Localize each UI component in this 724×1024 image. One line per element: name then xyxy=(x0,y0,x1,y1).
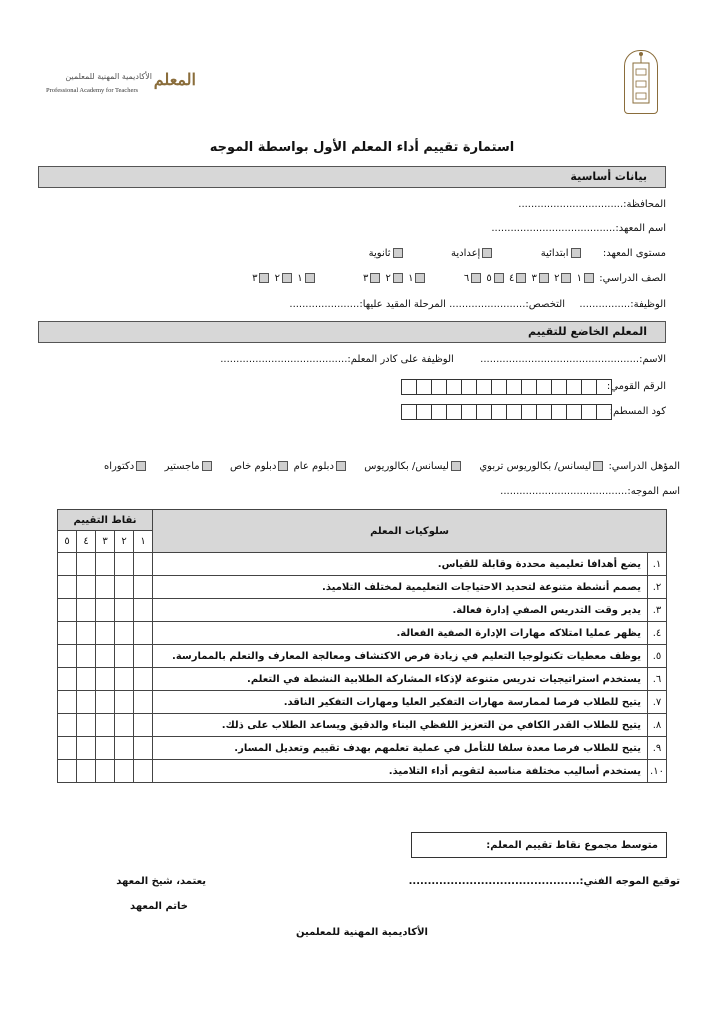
job-field[interactable]: الوظيفة:................ xyxy=(579,299,666,310)
score-cell[interactable] xyxy=(58,714,77,737)
academy-logo xyxy=(46,70,196,100)
score-header: ٢ xyxy=(115,531,134,553)
score-cell[interactable] xyxy=(96,576,115,599)
grade-p2: ٢ xyxy=(554,273,560,284)
grade-checkbox[interactable] xyxy=(305,273,315,283)
score-cell[interactable] xyxy=(77,576,96,599)
score-cell[interactable] xyxy=(77,622,96,645)
grade-s2: ٢ xyxy=(274,273,281,284)
grade-checkbox[interactable] xyxy=(415,273,425,283)
grade-checkbox[interactable] xyxy=(539,273,549,283)
row-number: ٩. xyxy=(648,737,667,760)
row-number: ٧. xyxy=(648,691,667,714)
grade-checkbox[interactable] xyxy=(494,273,504,283)
teacher-name-row xyxy=(220,354,666,365)
score-cell[interactable] xyxy=(96,599,115,622)
score-cell[interactable] xyxy=(96,553,115,576)
level-checkbox-secondary[interactable] xyxy=(393,248,403,258)
row-behavior: يستخدم أساليب مختلفة مناسبة لتقويم أداء التلاميذ. xyxy=(153,760,648,783)
row-behavior: يصمم أنشطة متنوعة لتحديد الاحتياجات التعليمية لمختلف التلاميذ. xyxy=(153,576,648,599)
score-cell[interactable] xyxy=(77,714,96,737)
qual-label: المؤهل الدراسي: xyxy=(608,461,680,472)
row-number: ٥. xyxy=(648,645,667,668)
score-cell[interactable] xyxy=(134,668,153,691)
supervisor-name-field[interactable]: اسم الموجه:........................................ xyxy=(500,486,680,497)
grade-m3: ٣ xyxy=(362,273,369,284)
row-number: ٢. xyxy=(648,576,667,599)
qual-checkbox[interactable] xyxy=(202,461,212,471)
table-row xyxy=(58,622,667,645)
score-cell[interactable] xyxy=(77,645,96,668)
row-number: ٤. xyxy=(648,622,667,645)
score-cell[interactable] xyxy=(115,760,134,783)
grade-p3: ٣ xyxy=(531,273,537,284)
table-row xyxy=(58,576,667,599)
level-prep: إعدادية xyxy=(450,248,481,259)
grade-checkbox[interactable] xyxy=(259,273,269,283)
score-cell[interactable] xyxy=(115,645,134,668)
row-number: ١. xyxy=(648,553,667,576)
score-cell[interactable] xyxy=(96,668,115,691)
grade-row xyxy=(252,273,666,284)
row-behavior: يستخدم استراتيجيات تدريس متنوعة لإذكاء المشاركة الطلابية النشطة في التعلم. xyxy=(153,668,648,691)
grade-label: الصف الدراسي: xyxy=(599,273,666,284)
section-basic-heading: بيانات أساسية xyxy=(570,170,647,183)
national-id-label: الرقم القومي: xyxy=(606,381,666,392)
score-cell[interactable] xyxy=(58,691,77,714)
grade-checkbox[interactable] xyxy=(282,273,292,283)
academy-name-en: Professional Academy for Teachers xyxy=(46,87,139,94)
row-behavior: يدير وقت التدريس الصفي إدارة فعالة. xyxy=(153,599,648,622)
score-cell[interactable] xyxy=(134,714,153,737)
score-cell[interactable] xyxy=(134,622,153,645)
grade-s3: ٣ xyxy=(252,273,258,284)
national-id-boxes[interactable] xyxy=(402,379,612,395)
row-number: ٨. xyxy=(648,714,667,737)
score-cell[interactable] xyxy=(77,553,96,576)
score-header: ٥ xyxy=(58,531,77,553)
average-box[interactable] xyxy=(411,832,667,858)
azhar-emblem-icon xyxy=(624,50,658,114)
table-row xyxy=(58,645,667,668)
evaluation-table xyxy=(57,509,667,783)
score-header: ١ xyxy=(134,531,153,553)
grade-checkbox[interactable] xyxy=(393,273,403,283)
teacher-name-field[interactable]: الاسم:.................................................. xyxy=(480,354,666,365)
academy-logo-mark: المعلم xyxy=(153,70,196,89)
score-cell[interactable] xyxy=(134,576,153,599)
score-cell[interactable] xyxy=(96,760,115,783)
grade-checkbox[interactable] xyxy=(561,273,571,283)
score-cell[interactable] xyxy=(77,668,96,691)
score-cell[interactable] xyxy=(115,622,134,645)
table-row xyxy=(58,599,667,622)
level-checkbox-prep[interactable] xyxy=(482,248,492,258)
score-cell[interactable] xyxy=(96,645,115,668)
score-cell[interactable] xyxy=(58,553,77,576)
row-number: ٣. xyxy=(648,599,667,622)
institute-field[interactable]: اسم المعهد:....................................... xyxy=(491,223,666,234)
score-cell[interactable] xyxy=(115,553,134,576)
code-boxes[interactable] xyxy=(402,404,612,420)
level-label: مستوى المعهد: xyxy=(602,248,666,259)
score-cell[interactable] xyxy=(77,760,96,783)
table-row xyxy=(58,714,667,737)
score-cell[interactable] xyxy=(96,622,115,645)
supervisor-signature[interactable]: توقيع الموجه الفني:............................................. xyxy=(408,876,680,887)
section-teacher xyxy=(38,321,666,343)
level-primary: ابتدائية xyxy=(540,248,569,259)
row-behavior: يضع أهدافا تعليمية محددة وقابلة للقياس. xyxy=(153,553,648,576)
score-cell[interactable] xyxy=(115,576,134,599)
score-cell[interactable] xyxy=(134,553,153,576)
grade-checkbox[interactable] xyxy=(471,273,481,283)
row-behavior: يظهر عمليا امتلاكه مهارات الإدارة الصفية الفعالة. xyxy=(153,622,648,645)
grade-m1: ١ xyxy=(408,273,414,284)
qual-1: ليسانس/ بكالوريوس xyxy=(364,461,449,472)
qual-3: دبلوم خاص xyxy=(230,461,277,472)
qual-2: دبلوم عام xyxy=(293,461,334,472)
table-row xyxy=(58,553,667,576)
governorate-field[interactable]: المحافظة:................................. xyxy=(518,199,666,210)
score-cell[interactable] xyxy=(134,760,153,783)
row-behavior: يتيح للطلاب القدر الكافي من التعزيز اللفظي البناء والدقيق ويساعد الطلاب على ذلك. xyxy=(153,714,648,737)
grade-checkbox[interactable] xyxy=(370,273,380,283)
score-cell[interactable] xyxy=(58,645,77,668)
row-behavior: يتيح للطلاب فرصا معدة سلفا للتأمل في عملية تعلمهم بهدف تقييم وتعديل المسار. xyxy=(153,737,648,760)
score-cell[interactable] xyxy=(134,645,153,668)
score-cell[interactable] xyxy=(77,691,96,714)
table-row xyxy=(58,760,667,783)
score-cell[interactable] xyxy=(58,576,77,599)
score-cell[interactable] xyxy=(77,737,96,760)
score-cell[interactable] xyxy=(58,622,77,645)
academy-footer: الأكاديمية المهنية للمعلمين xyxy=(296,927,428,938)
qualification-row xyxy=(104,461,680,472)
level-checkbox-primary[interactable] xyxy=(571,248,581,258)
score-cell[interactable] xyxy=(134,691,153,714)
specialty-field[interactable]: التخصص:........................ xyxy=(449,299,565,310)
score-cell[interactable] xyxy=(96,737,115,760)
score-cell[interactable] xyxy=(115,691,134,714)
section-basic-data xyxy=(38,166,666,188)
score-cell[interactable] xyxy=(115,668,134,691)
grade-checkbox[interactable] xyxy=(584,273,594,283)
qual-checkbox[interactable] xyxy=(451,461,461,471)
row-number: ٦. xyxy=(648,668,667,691)
academy-name-ar: الأكاديمية المهنية للمعلمين xyxy=(65,72,152,81)
institute-seal: خاتم المعهد xyxy=(130,901,188,912)
form-title: استمارة تقييم أداء المعلم الأول بواسطة الموجه xyxy=(209,140,515,155)
table-row xyxy=(58,737,667,760)
score-cell[interactable] xyxy=(58,760,77,783)
grade-s1: ١ xyxy=(297,273,303,284)
score-cell[interactable] xyxy=(134,599,153,622)
section-teacher-heading: المعلم الخاضع للتقييم xyxy=(528,325,647,338)
qual-4: ماجستير xyxy=(164,461,200,472)
behaviors-header: سلوكيات المعلم xyxy=(153,510,667,553)
table-row xyxy=(58,691,667,714)
qual-checkbox[interactable] xyxy=(136,461,146,471)
score-header: ٤ xyxy=(77,531,96,553)
qual-checkbox[interactable] xyxy=(278,461,288,471)
institute-level-row xyxy=(336,248,666,259)
score-cell[interactable] xyxy=(115,714,134,737)
row-behavior: يوظف معطيات تكنولوجيا التعليم في زيادة فرص الاكتشاف ومعالجة المعارف والتعلم بالممارسة. xyxy=(153,645,648,668)
grade-p1: ١ xyxy=(576,273,583,284)
approved-by: يعتمد، شيخ المعهد xyxy=(116,876,206,887)
grade-p5: ٥ xyxy=(486,273,492,284)
qual-0: ليسانس/ بكالوريوس تربوي xyxy=(479,461,592,472)
score-header: ٣ xyxy=(96,531,115,553)
score-cell[interactable] xyxy=(115,737,134,760)
score-cell[interactable] xyxy=(58,599,77,622)
score-cell[interactable] xyxy=(96,691,115,714)
score-cell[interactable] xyxy=(96,714,115,737)
average-label: متوسط مجموع نقاط تقييم المعلم: xyxy=(486,840,658,851)
job-row xyxy=(289,299,666,310)
qual-5: دكتوراه xyxy=(103,461,135,472)
row-number: ١٠. xyxy=(648,760,667,783)
level-secondary: ثانوية xyxy=(368,248,391,259)
row-behavior: يتيح للطلاب فرصا لممارسة مهارات التفكير العليا ومهارات التفكير الناقد. xyxy=(153,691,648,714)
grade-p4: ٤ xyxy=(508,273,515,284)
qual-checkbox[interactable] xyxy=(593,461,603,471)
grade-checkbox[interactable] xyxy=(516,273,526,283)
teacher-cadre-field[interactable]: الوظيفة على كادر المعلم:........................................ xyxy=(220,354,454,365)
stage-field[interactable]: المرحلة المقيد عليها:...................... xyxy=(289,299,446,310)
score-cell[interactable] xyxy=(134,737,153,760)
score-cell[interactable] xyxy=(58,668,77,691)
table-row xyxy=(58,668,667,691)
grade-p6: ٦ xyxy=(463,273,470,284)
score-cell[interactable] xyxy=(77,599,96,622)
points-header: نقاط التقييم xyxy=(58,510,153,531)
code-label: كود المسطم: xyxy=(609,406,666,417)
qual-checkbox[interactable] xyxy=(336,461,346,471)
grade-m2: ٢ xyxy=(385,273,391,284)
score-cell[interactable] xyxy=(115,599,134,622)
score-cell[interactable] xyxy=(58,737,77,760)
